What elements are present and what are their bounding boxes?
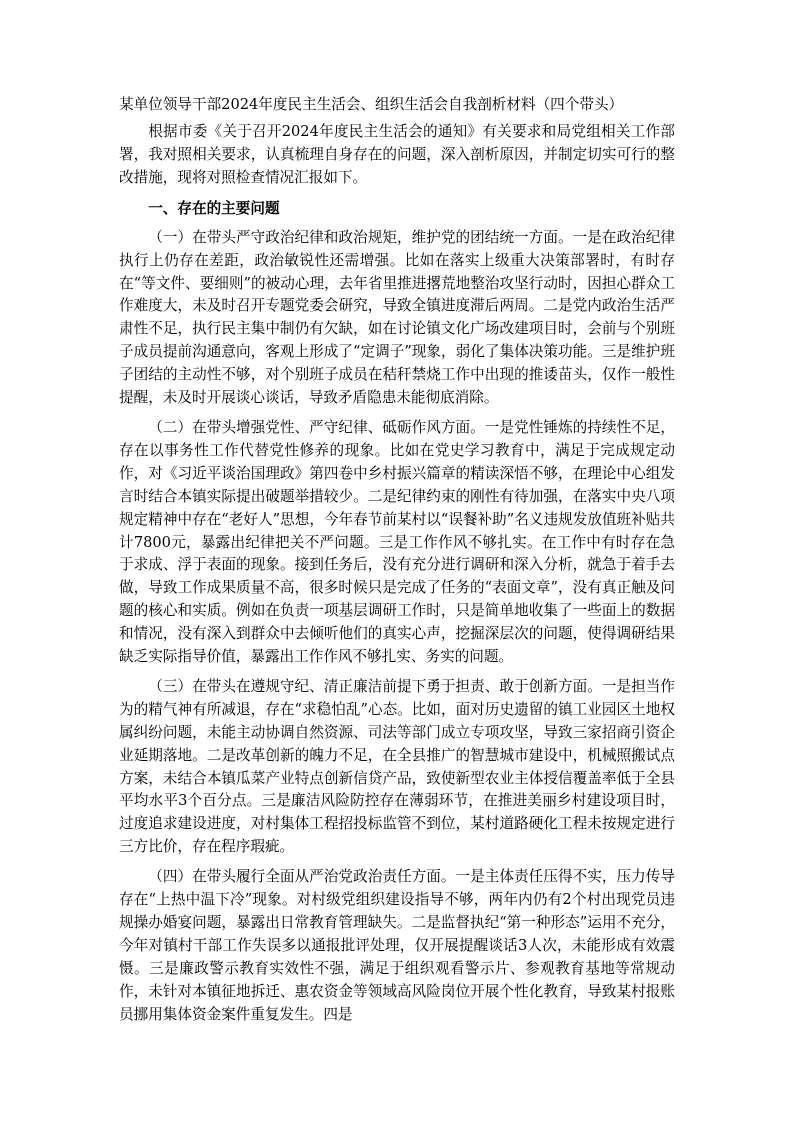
document-page — [119, 93, 675, 1034]
paragraph-4: （四）在带头履行全面从严治党政治责任方面。一是主体责任压得不实，压力传导存在“上热中温下冷”现象。对村级党组织建设指导不够，两年内仍有2个村出现党员违规操办婚宴问题，暴露出日常教育管理缺失。二是监督执纪“第一种形态”运用不充分，今年对镇村干部工作失误多以通报批评处理，仅开展提醒谈话3人次，未能形成有效震慑。三是廉政警示教育实效性不强，满足于组织观看警示片、参观教育基地等常规动作，未针对本镇征地拆迁、惠农资金等领域高风险岗位开展个性化教育，导致某村报账员挪用集体资金案件重复发生。四是 — [119, 868, 675, 1023]
paragraph-1: （一）在带头严守政治纪律和政治规矩，维护党的团结统一方面。一是在政治纪律执行上仍存在差距，政治敏锐性还需增强。比如在落实上级重大决策部署时，有时存在“等文件、要细则”的被动心理，去年省里推进撂荒地整治攻坚行动时，因担心群众工作难度大，未及时召开专题党委会研究，导致全镇进度滞后两周。二是党内政治生活严肃性不足，执行民主集中制仍有欠缺，如在讨论镇文化广场改建项目时，会前与个别班子成员提前沟通意向，客观上形成了“定调子”现象，弱化了集体决策功能。三是维护班子团结的主动性不够，对个别班子成员在秸秆禁烧工作中出现的推诿苗头，仅作一般性提醒，未及时开展谈心谈话，导致矛盾隐患未能彻底消除。 — [119, 228, 675, 407]
section-heading: 一、存在的主要问题 — [148, 199, 280, 217]
paragraph-2: （二）在带头增强党性、严守纪律、砥砺作风方面。一是党性锤炼的持续性不足，存在以事务性工作代替党性修养的现象。比如在党史学习教育中，满足于完成规定动作，对《习近平谈治国理政》第四卷中乡村振兴篇章的精读深悟不够，在理论中心组发言时结合本镇实际提出破题举措较少。二是纪律约束的刚性有待加强，在落实中央八项规定精神中存在“老好人”思想，今年春节前某村以“误餐补助”名义违规发放值班补贴共计7800元，暴露出纪律把关不严问题。三是工作作风不够扎实。在工作中有时存在急于求成、浮于表面的现象。接到任务后，没有充分进行调研和深入分析，就急于着手去做，导致工作成果质量不高，很多时候只是完成了任务的“表面文章”，没有真正触及问题的核心和实质。例如在负责一项基层调研工作时，只是简单地收集了一些面上的数据和情况，没有深入到群众中去倾听他们的真实心声，挖掘深层次的问题，使得调研结果缺乏实际指导价值，暴露出工作作风不够扎实、务实的问题。 — [119, 418, 675, 666]
document-title: 某单位领导干部2024年度民主生活会、组织生活会自我剖析材料（四个带头） — [119, 96, 624, 113]
intro-paragraph: 根据市委《关于召开2024年度民主生活会的通知》有关要求和局党组相关工作部署，我对照相关要求，认真梳理自身存在的问题，深入剖析原因，并制定切实可行的整改措施，现将对照检查情况汇报如下。 — [119, 123, 675, 186]
paragraph-3: （三）在带头在遵规守纪、清正廉洁前提下勇于担责、敢于创新方面。一是担当作为的精气神有所减退，存在“求稳怕乱”心态。比如，面对历史遗留的镇工业园区土地权属纠纷问题，未能主动协调自然资源、司法等部门成立专项攻坚，导致三家招商引资企业延期落地。二是改革创新的魄力不足，在全县推广的智慧城市建设中，机械照搬试点方案，未结合本镇瓜菜产业特点创新信贷产品，致使新型农业主体授信覆盖率低于全县平均水平3个百分点。三是廉洁风险防控存在薄弱环节，在推进美丽乡村建设项目时，过度追求建设进度，对村集体工程招投标监管不到位，某村道路硬化工程未按规定进行三方比价，存在程序瑕疵。 — [119, 677, 675, 856]
